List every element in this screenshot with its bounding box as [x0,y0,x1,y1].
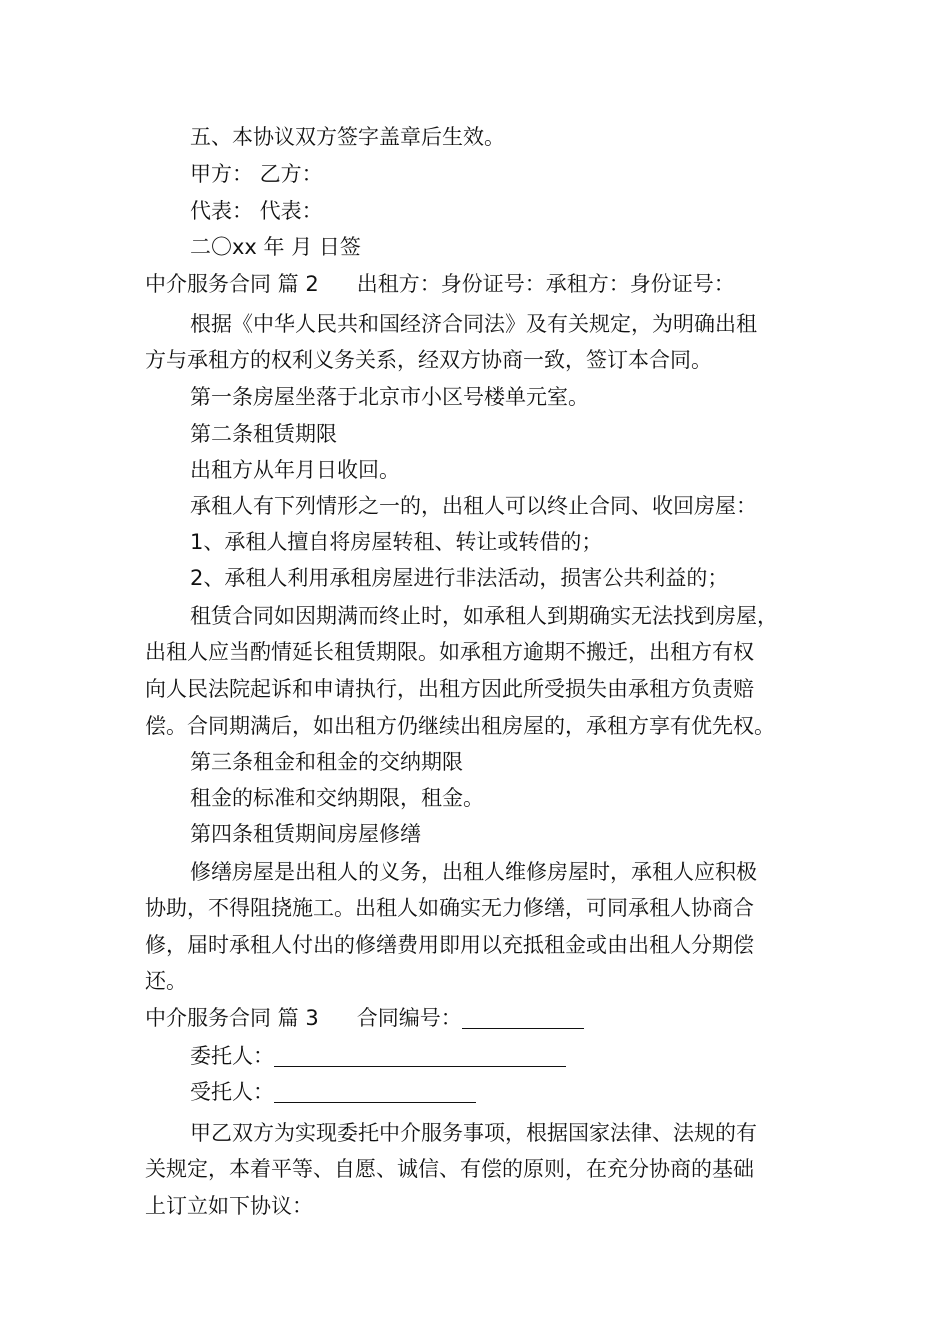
article-4-heading: 第四条租赁期间房屋修缮 [190,822,421,846]
paragraph-line: 还。 [145,969,187,993]
client-line [190,1041,835,1071]
paragraph-line: 出租方从年月日收回。 [190,458,400,482]
paragraph-line: 偿。合同期满后，如出租方仍继续出租房屋的，承租方享有优先权。 [145,714,775,738]
paragraph-line: 修缮房屋是出租人的义务，出租人维修房屋时，承租人应积极 [190,860,757,884]
paragraph-line: 向人民法院起诉和申请执行，出租方因此所受损失由承租方负责赔 [145,677,754,701]
paragraph-line: 修，届时承租人付出的修缮费用即用以充抵租金或由出租人分期偿 [145,933,754,957]
paragraph-line: 方与承租方的权利义务关系，经双方协商一致，签订本合同。 [145,348,712,372]
contract-number-blank [462,1006,584,1029]
section-heading-2: 中介服务合同 篇 2 [145,272,319,296]
article-3-heading: 第三条租金和租金的交纳期限 [190,750,463,774]
signature-parties: 甲方： 乙方： [190,162,323,186]
clause-effective: 五、本协议双方签字盖章后生效。 [190,125,505,149]
signature-date: 二〇xx 年 月 日签 [190,235,361,259]
article-2-heading: 第二条租赁期限 [190,422,337,446]
signature-representatives: 代表： 代表： [190,199,323,223]
paragraph-line: 根据《中华人民共和国经济合同法》及有关规定，为明确出租 [190,312,757,336]
paragraph-line: 甲乙双方为实现委托中介服务事项，根据国家法律、法规的有 [190,1121,757,1145]
paragraph-line: 租金的标准和交纳期限，租金。 [190,786,484,810]
paragraph-line: 关规定，本着平等、自愿、诚信、有偿的原则，在充分协商的基础 [145,1157,754,1181]
agent-blank [274,1080,476,1103]
article-1: 第一条房屋坐落于北京市小区号楼单元室。 [190,385,589,409]
agent-line [190,1077,835,1107]
list-item: 2、承租人利用承租房屋进行非法活动，损害公共利益的； [190,566,729,590]
paragraph-line: 租赁合同如因期满而终止时，如承租人到期确实无法找到房屋， [190,604,778,628]
contract-number-label: 合同编号： [356,1006,462,1030]
party-id-line: 出租方：身份证号：承租方：身份证号： [356,272,735,296]
section-heading-3-line [145,1003,835,1033]
client-label: 委托人： [190,1044,274,1068]
list-item: 1、承租人擅自将房屋转租、转让或转借的； [190,530,603,554]
section-heading-2-line [145,269,835,299]
paragraph-line: 承租人有下列情形之一的，出租人可以终止合同、收回房屋： [190,494,757,518]
paragraph-line: 协助，不得阻挠施工。出租人如确实无力修缮，可同承租人协商合 [145,896,754,920]
section-heading-3: 中介服务合同 篇 3 [145,1006,319,1030]
agent-label: 受托人： [190,1080,274,1104]
paragraph-line: 出租人应当酌情延长租赁期限。如承租方逾期不搬迁，出租方有权 [145,640,754,664]
client-blank [274,1044,566,1067]
paragraph-line: 上订立如下协议： [145,1194,313,1218]
